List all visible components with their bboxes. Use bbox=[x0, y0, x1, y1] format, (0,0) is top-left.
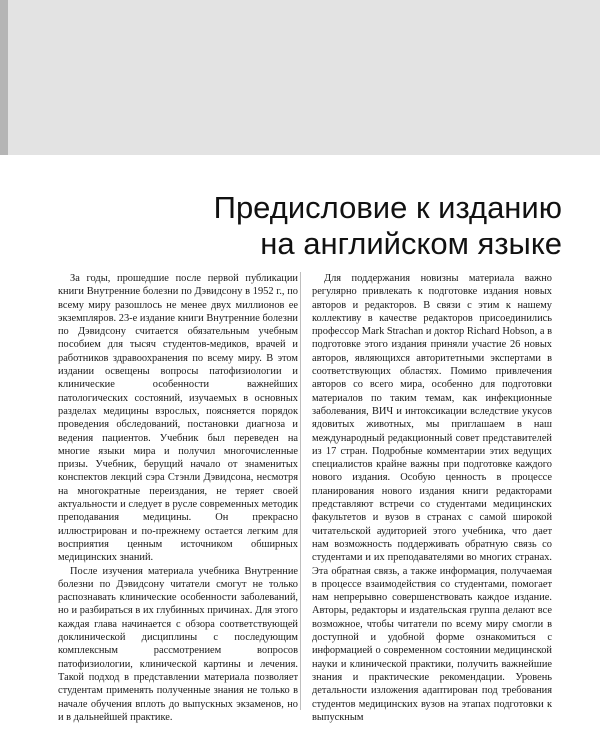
header-side-bar bbox=[0, 0, 8, 155]
page-title-line-1: Предисловие к изданию bbox=[213, 190, 562, 225]
left-paragraph-2: После изучения материала учебника Внутренние болезни по Дэвидсону читатели смогут не только распознавать клинические особенности заболеваний, но и разбираться в их глубинных причинах. Для этого каждая глава начинается с обзора соответствующей доклинической дисциплины с последующим комплексным рассмотрением вопросов патофизиологии, клинической картины и лечения. Такой подход в представлении материала позволяет студентам применять полученные знания не только в начале обучения вплоть до выпускных экзаменов, но и в дальнейшей практике. bbox=[58, 565, 298, 723]
right-paragraph-1: Для поддержания новизны материала важно регулярно привлекать к подготовке издания новых авторов и редакторов. В связи с этим к нашему коллективу в качестве редакторов присоединились профессор Mark Strachan и доктор Richard Hobson, а в подготовке этого издания приняли участие 26 новых авторов, являющихся авторитетными экспертами в соответствующих областях. Помимо привлечения авторов со всего мира, особенно для подготовки материалов по таким темам, как инфекционные заболевания, ВИЧ и интоксикации вследствие укусов ядовитых животных, мы приглашаем в наш международный редакционный совет представителей из 17 стран. Подробные комментарии этих ведущих специалистов крайне важны при подготовке каждого нового издания. Особую ценность в процессе планирования нового издания книги редакторами представляют встречи со студентами медицинских факультетов и вузов в странах с самой широкой читательской аудиторией этого учебника, что дает нам возможность поддерживать обратную связь со студентами и их преподавателями во многих странах. Эта обратная связь, а также информация, получаемая в процессе взаимодействия со студентами, помогает нам непрерывно совершенствовать каждое издание. Авторы, редакторы и издательская группа делают все возможное, чтобы читатели по всему миру смогли в доступной и удобной форме ознакомиться с информацией о современном состоянии медицинской науки и клинической практики, получить важнейшие знания и практические рекомендации. Уровень детальности изложения адаптирован под требования студентов медицинских вузов на этапах подготовки к выпускным bbox=[312, 273, 552, 723]
header-band bbox=[0, 0, 600, 155]
page-title-line-2: на английском языке bbox=[260, 226, 562, 261]
page-title bbox=[42, 190, 562, 262]
right-column bbox=[312, 272, 552, 724]
left-paragraph-1: За годы, прошедшие после первой публикации книги Внутренние болезни по Дэвидсону в 1952 г., по всему миру разошлось не менее двух миллионов ее экземпляров. 23-е издание книги Внутренние болезни по Дэвидсону считается обязательным учебным пособием для тысяч студентов-медиков, врачей и работников здравоохранения по всему миру. В этом издании освещены вопросы патофизиологии и клинические особенности важнейших патологических состояний, изучаемых в основных разделах медицины взрослых, поясняется порядок проведения обследований, постановки диагноза и ведения пациентов. Учебник был переведен на многие языки мира и получил многочисленные призы. Учебник, берущий начало от знаменитых конспектов лекций сэра Стэнли Дэвидсона, несмотря на многократные переиздания, не теряет своей актуальности и следует в русле современных методик преподавания медицины. Он прекрасно иллюстрирован и по-прежнему остается легким для восприятия ценным источником обширных медицинских знаний. bbox=[58, 273, 298, 564]
left-column bbox=[58, 272, 298, 724]
column-divider bbox=[300, 272, 301, 710]
